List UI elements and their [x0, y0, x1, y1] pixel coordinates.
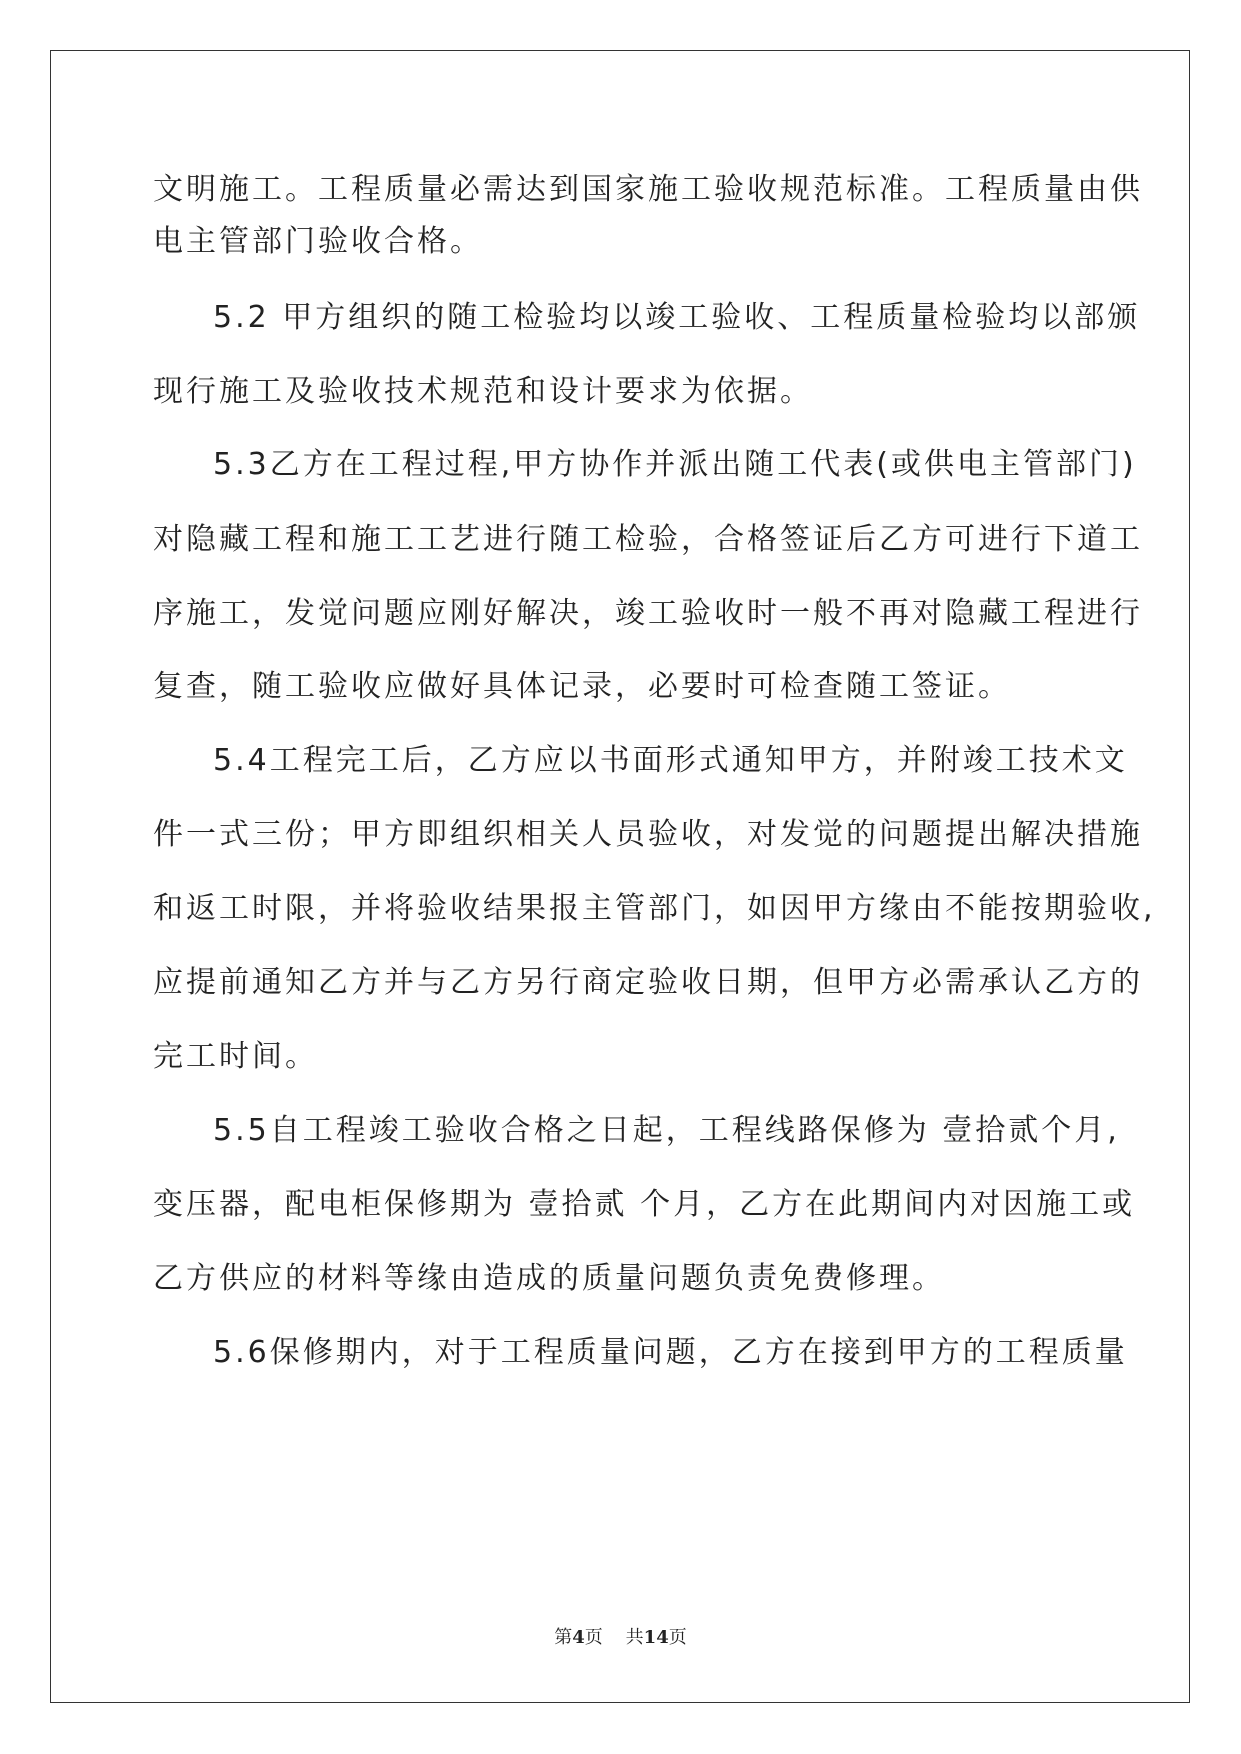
total-pages: 14: [643, 1627, 669, 1648]
page-number: 4: [572, 1627, 585, 1648]
text-line: 复查，随工验收应做好具体记录，必要时可检查随工签证。: [153, 669, 1011, 704]
text-line: 完工时间。: [153, 1039, 318, 1074]
text-line: 应提前通知乙方并与乙方另行商定验收日期，但甲方必需承认乙方的: [153, 965, 1143, 1000]
text-line: 和返工时限，并将验收结果报主管部门，如因甲方缘由不能按期验收,: [153, 891, 1156, 926]
text-line: 变压器，配电柜保修期为 壹拾贰 个月，乙方在此期间内对因施工或: [153, 1187, 1136, 1222]
page-footer: [0, 1623, 1241, 1649]
text-line: 对隐藏工程和施工工艺进行随工检验，合格签证后乙方可进行下道工: [153, 522, 1143, 557]
page-prefix: 第: [554, 1627, 573, 1648]
text-line: 5.4工程完工后，乙方应以书面形式通知甲方，并附竣工技术文: [213, 743, 1128, 778]
text-line: 文明施工。工程质量必需达到国家施工验收规范标准。工程质量由供: [153, 172, 1143, 207]
text-line: 5.3乙方在工程过程,甲方协作并派出随工代表(或供电主管部门): [213, 447, 1137, 482]
text-line: 5.2 甲方组织的随工检验均以竣工验收、工程质量检验均以部颁: [213, 300, 1141, 335]
text-line: 乙方供应的材料等缘由造成的质量问题负责免费修理。: [153, 1261, 945, 1296]
text-line: 5.6保修期内，对于工程质量问题，乙方在接到甲方的工程质量: [213, 1335, 1128, 1370]
text-line: 电主管部门验收合格。: [153, 224, 483, 259]
text-line: 5.5自工程竣工验收合格之日起，工程线路保修为 壹拾贰个月,: [213, 1113, 1120, 1148]
text-line: 序施工，发觉问题应刚好解决，竣工验收时一般不再对隐藏工程进行: [153, 596, 1143, 631]
total-suffix: 页: [668, 1627, 687, 1648]
page-suffix: 页: [584, 1627, 603, 1648]
text-line: 现行施工及验收技术规范和设计要求为依据。: [153, 374, 813, 409]
total-prefix: 共: [625, 1627, 644, 1648]
text-line: 件一式三份；甲方即组织相关人员验收，对发觉的问题提出解决措施: [153, 817, 1143, 852]
